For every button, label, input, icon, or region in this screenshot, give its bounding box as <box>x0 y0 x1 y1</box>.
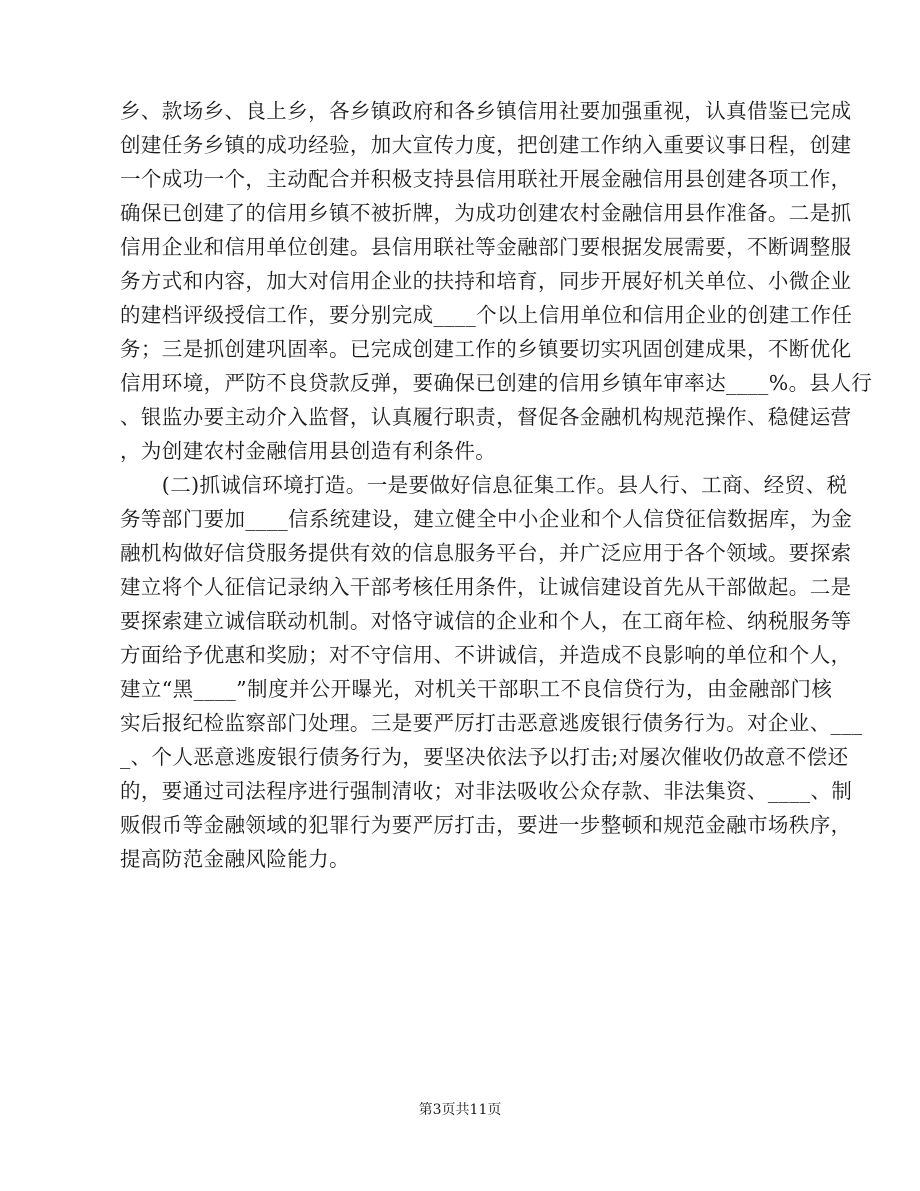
text-line: 创建任务乡镇的成功经验，加大宣传力度，把创建工作纳入重要议事日程，创建 <box>120 133 852 157</box>
text-line: 务等部门要加____信系统建设，建立健全中小企业和个人信贷征信数据库，为金 <box>120 507 853 531</box>
text-line: 实后报纪检监察部门处理。三是要严厉打击恶意逃废银行债务行为。对企业、___ <box>120 711 863 735</box>
text-line: 信用企业和信用单位创建。县信用联社等金融部门要根据发展需要，不断调整服 <box>120 235 852 259</box>
text-line: 、银监办要主动介入监督，认真履行职责，督促各金融机构规范操作、稳健运营 <box>120 405 852 429</box>
text-line: 务；三是抓创建巩固率。已完成创建工作的乡镇要切实巩固创建成果，不断优化 <box>120 337 852 361</box>
body-text <box>120 94 873 876</box>
text-line: 融机构做好信贷服务提供有效的信息服务平台，并广泛应用于各个领域。要探索 <box>120 541 852 565</box>
text-line: 务方式和内容，加大对信用企业的扶持和培育，同步开展好机关单位、小微企业 <box>120 269 852 293</box>
page-indicator: 第3页共11页 <box>418 1102 502 1118</box>
text-line: 贩假币等金融领域的犯罪行为要严厉打击，要进一步整顿和规范金融市场秩序， <box>120 813 852 837</box>
text-line: _、个人恶意逃废银行债务行为，要坚决依法予以打击;对屡次催收仍故意不偿还 <box>120 745 849 769</box>
text-line: 一个成功一个，主动配合并积极支持县信用联社开展金融信用县创建各项工作， <box>120 167 852 191</box>
text-line: 要探索建立诚信联动机制。对恪守诚信的企业和个人，在工商年检、纳税服务等 <box>120 609 852 633</box>
text-line: 乡、款场乡、良上乡，各乡镇政府和各乡镇信用社要加强重视，认真借鉴已完成 <box>120 99 852 123</box>
text-line: 建立“黑____”制度并公开曝光，对机关干部职工不良信贷行为，由金融部门核 <box>120 677 833 701</box>
paragraph-end-line: 提高防范金融风险能力。 <box>120 847 350 871</box>
text-line: 建立将个人征信记录纳入干部考核任用条件，让诚信建设首先从干部做起。二是 <box>120 575 852 599</box>
text-line: 方面给予优惠和奖励；对不守信用、不讲诚信，并造成不良影响的单位和个人， <box>120 643 852 667</box>
paragraph-end-line: ，为创建农村金融信用县创造有利条件。 <box>120 439 497 463</box>
text-line: 的建档评级授信工作，要分别完成____个以上信用单位和信用企业的创建工作任 <box>120 303 853 327</box>
text-line: 确保已创建了的信用乡镇不被折牌，为成功创建农村金融信用县作准备。二是抓 <box>120 201 852 225</box>
text-line: (二)抓诚信环境打造。一是要做好信息征集工作。县人行、工商、经贸、税 <box>120 473 848 497</box>
text-line: 信用环境，严防不良贷款反弹，要确保已创建的信用乡镇年审率达____%。县人行 <box>120 371 873 395</box>
text-line: 的，要通过司法程序进行强制清收；对非法吸收公众存款、非法集资、____、制 <box>120 779 853 803</box>
